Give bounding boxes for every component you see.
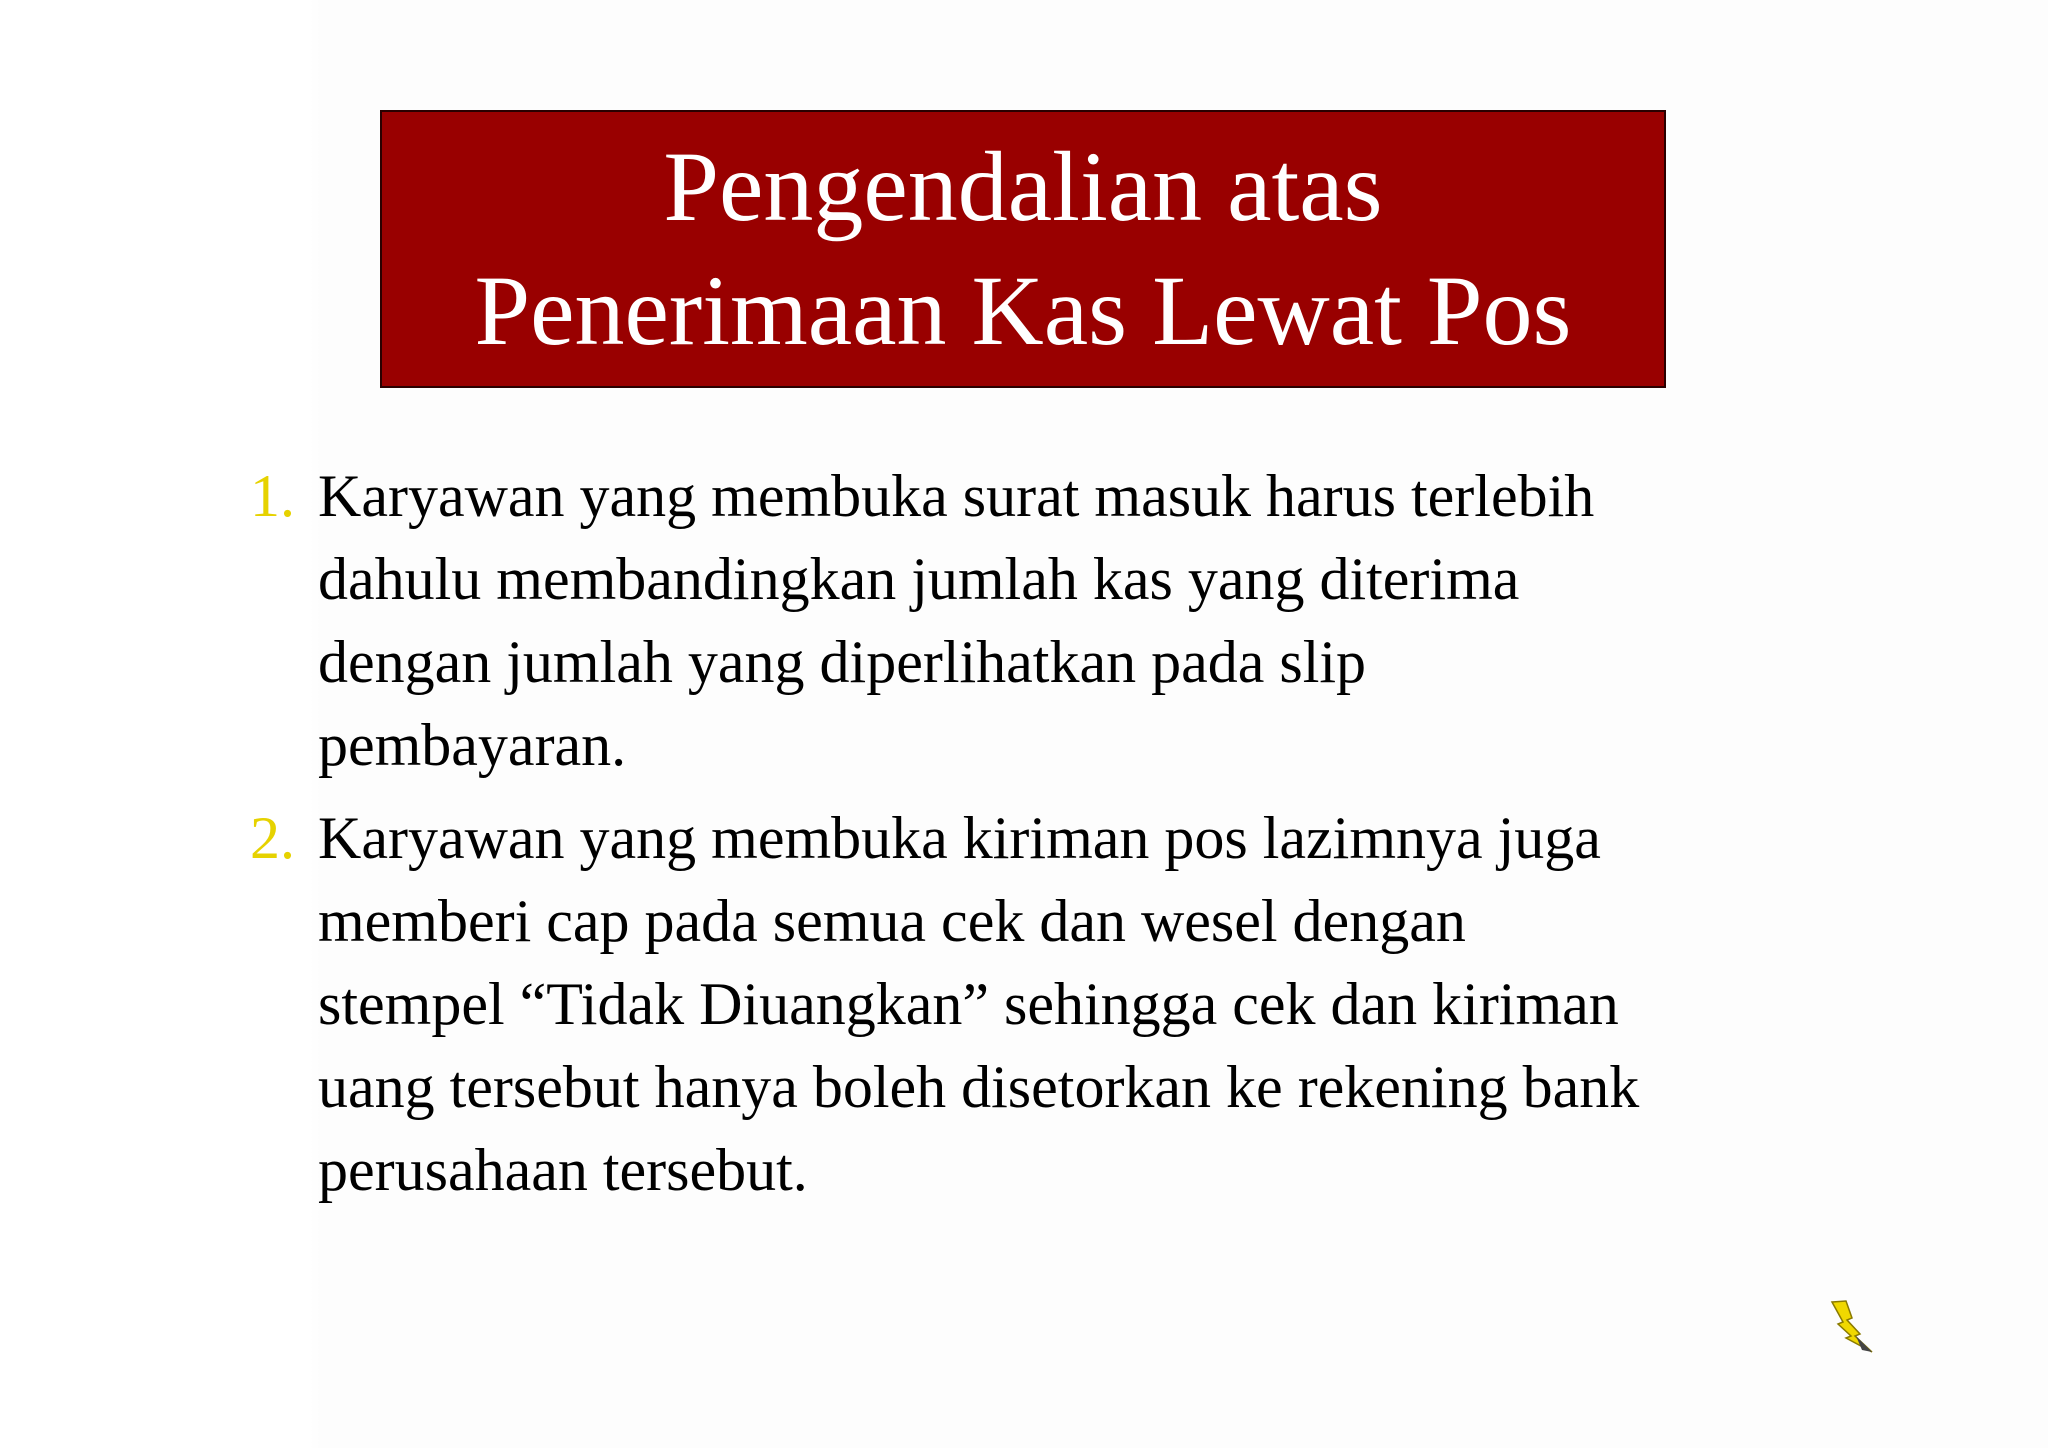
list-item: [250, 797, 1850, 1212]
title-banner: [380, 110, 1666, 388]
item-text-line: Karyawan yang membuka kiriman pos lazimnya juga: [318, 805, 1601, 871]
item-text: [318, 797, 1878, 1212]
item-text-line: stempel “Tidak Diuangkan” sehingga cek dan kiriman: [318, 971, 1619, 1037]
item-text-line: perusahaan tersebut.: [318, 1137, 808, 1203]
item-text: [318, 455, 1878, 787]
item-text-line: memberi cap pada semua cek dan wesel dengan: [318, 888, 1466, 954]
item-text-line: dengan jumlah yang diperlihatkan pada slip: [318, 629, 1367, 695]
item-text-line: uang tersebut hanya boleh disetorkan ke rekening bank: [318, 1054, 1640, 1120]
list-item: [250, 455, 1850, 787]
title-line-2: Penerimaan Kas Lewat Pos: [474, 255, 1572, 366]
item-text-line: pembayaran.: [318, 712, 627, 778]
item-number: 2.: [250, 805, 295, 871]
title-line-1: Pengendalian atas: [663, 131, 1383, 242]
lightning-icon: [1826, 1300, 1876, 1356]
numbered-list: [250, 455, 1850, 1222]
item-number: 1.: [250, 463, 295, 529]
item-text-line: dahulu membandingkan jumlah kas yang diterima: [318, 546, 1520, 612]
item-text-line: Karyawan yang membuka surat masuk harus terlebih: [318, 463, 1595, 529]
